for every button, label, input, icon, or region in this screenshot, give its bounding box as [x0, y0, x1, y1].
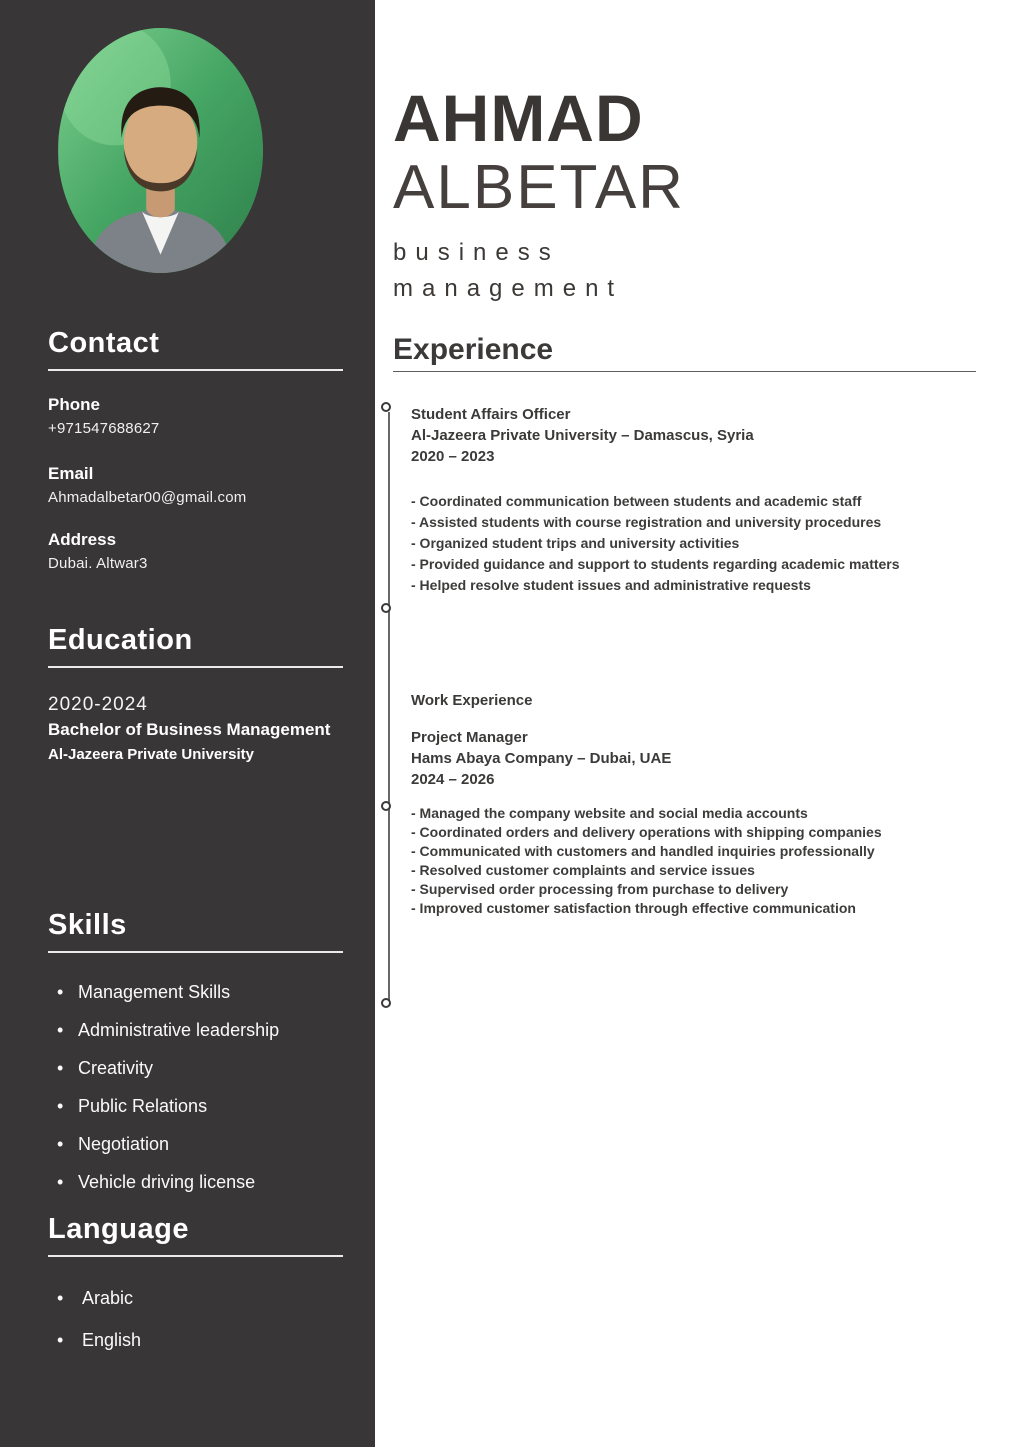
email-field — [48, 464, 343, 506]
job-entry — [411, 727, 976, 918]
job-bullets — [411, 491, 976, 596]
profile-photo-image — [58, 28, 263, 273]
language-section — [48, 1213, 343, 1361]
job-bullet: - Provided guidance and support to students regarding academic matters — [411, 556, 900, 572]
experience-divider — [393, 371, 976, 372]
job-dates: 2024 – 2026 — [411, 771, 495, 788]
skill-item: • Negotiation — [48, 1125, 283, 1163]
education-school: Al-Jazeera Private University — [48, 746, 254, 763]
last-name: ALBETAR — [393, 153, 685, 222]
sidebar — [0, 0, 375, 1447]
education-heading: Education — [48, 624, 193, 656]
contact-divider — [48, 369, 343, 371]
timeline-dot — [381, 402, 391, 412]
education-years: 2020-2024 — [48, 694, 148, 715]
email-label: Email — [48, 464, 94, 483]
job-bullet: - Helped resolve student issues and administrative requests — [411, 577, 811, 593]
experience-heading: Experience — [393, 333, 554, 366]
job-bullet: - Communicated with customers and handled inquiries professionally — [411, 843, 875, 859]
first-name: AHMAD — [393, 81, 644, 155]
timeline-dot — [381, 998, 391, 1008]
job-bullet: - Assisted students with course registration and university procedures — [411, 514, 882, 530]
language-item: • English — [48, 1319, 283, 1361]
address-field — [48, 530, 343, 572]
skill-item: • Management Skills — [48, 973, 283, 1011]
language-list — [48, 1277, 343, 1361]
job-organization: Hams Abaya Company – Dubai, UAE — [411, 750, 672, 767]
job-bullets — [411, 804, 976, 918]
profile-photo — [58, 28, 263, 273]
job-bullet: - Resolved customer complaints and service issues — [411, 862, 755, 878]
education-divider — [48, 666, 343, 668]
phone-label: Phone — [48, 395, 100, 414]
education-section — [48, 624, 343, 763]
main-content — [375, 0, 1024, 1447]
timeline-dot — [381, 801, 391, 811]
address-value: Dubai. Altwar3 — [48, 555, 148, 572]
job-entry — [411, 404, 976, 596]
skill-item: • Vehicle driving license — [48, 1163, 283, 1201]
job-dates: 2020 – 2023 — [411, 448, 495, 465]
job-organization: Al-Jazeera Private University – Damascus, Syria — [411, 427, 754, 444]
timeline-line — [388, 412, 390, 1004]
job-bullet: - Managed the company website and social media accounts — [411, 805, 808, 821]
job-title: Project Manager — [411, 729, 528, 746]
skill-item: • Public Relations — [48, 1087, 283, 1125]
job-bullet: - Coordinated orders and delivery operations with shipping companies — [411, 824, 882, 840]
contact-heading: Contact — [48, 327, 160, 359]
job-bullet: - Organized student trips and university activities — [411, 535, 740, 551]
job-title: Student Affairs Officer — [411, 406, 571, 423]
language-divider — [48, 1255, 343, 1257]
job-bullet: - Supervised order processing from purchase to delivery — [411, 881, 789, 897]
address-label: Address — [48, 530, 117, 549]
language-item: • Arabic — [48, 1277, 283, 1319]
phone-value: +971547688627 — [48, 420, 160, 437]
skill-item: • Creativity — [48, 1049, 283, 1087]
experience-body — [393, 404, 976, 1364]
job-bullet: - Improved customer satisfaction through effective communication — [411, 900, 856, 916]
education-degree: Bachelor of Business Management — [48, 720, 331, 739]
email-value: Ahmadalbetar00@gmail.com — [48, 489, 247, 506]
skills-list — [48, 973, 343, 1201]
contact-section — [48, 327, 343, 572]
profession-subtitle: business management — [393, 239, 624, 302]
skills-section — [48, 909, 343, 1201]
timeline-dot — [381, 603, 391, 613]
skill-item: • Administrative leadership — [48, 1011, 283, 1049]
skills-divider — [48, 951, 343, 953]
work-experience-label: Work Experience — [411, 692, 533, 709]
phone-field — [48, 395, 343, 437]
job-bullet: - Coordinated communication between students and academic staff — [411, 493, 862, 509]
language-heading: Language — [48, 1213, 189, 1245]
skills-heading: Skills — [48, 909, 127, 941]
